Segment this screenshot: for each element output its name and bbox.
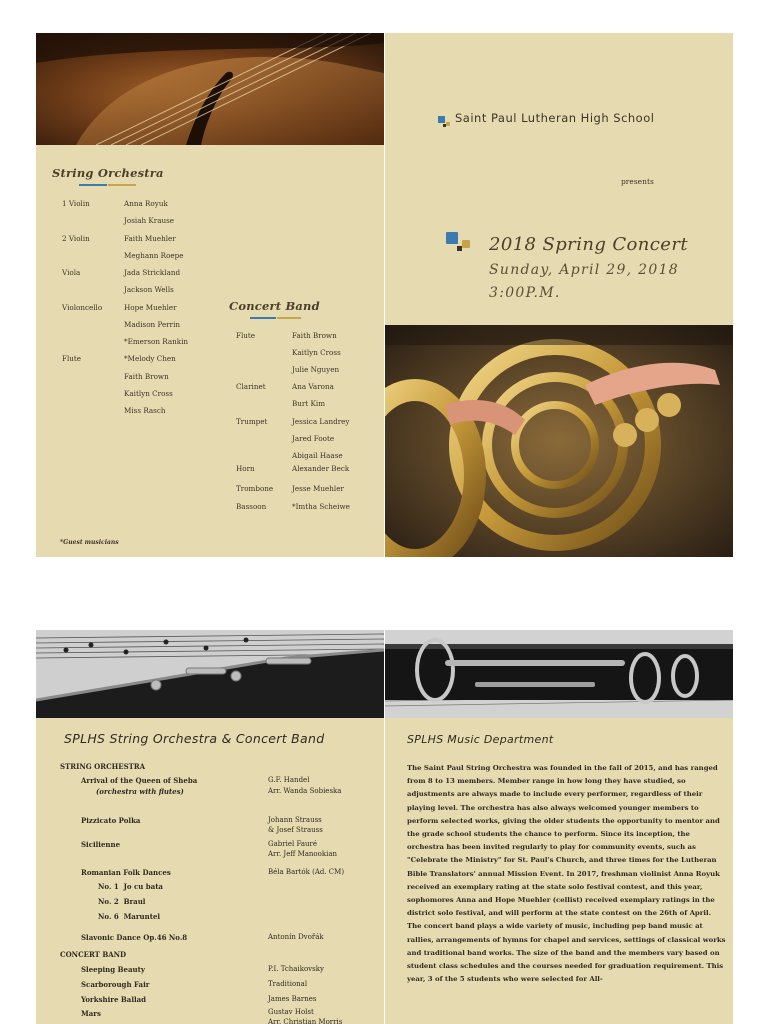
logo-icon [446,232,474,258]
piece-title: Pizzicato Polka [81,816,141,825]
piece-title: Yorkshire Ballad [81,995,147,1004]
member-name: Hope Muehler [124,303,177,312]
clarinet-keys-photo [385,630,733,718]
section-label: Violoncello [62,303,103,312]
department-title: SPLHS Music Department [407,733,554,746]
movement: No. 1 Jo cu bata [98,882,163,891]
piece-composer: James Barnes [268,995,317,1003]
sheet-music-clarinet-photo [36,630,384,718]
piece-composer: P.I. Tchaikovsky [268,965,324,973]
piece-composer: Johann Strauss [268,816,322,824]
accent-rule [277,317,301,319]
member-name: *Melody Chen [124,354,176,363]
member-name: Jessica Landrey [292,417,350,426]
french-horn-photo [385,325,733,557]
member-name: Jesse Muehler [292,484,344,493]
concert-time: 3:00P.M. [489,285,561,301]
member-name: Kaitlyn Cross [292,348,341,357]
accent-rule [79,184,107,186]
member-name: Josiah Krause [124,216,175,225]
section-label: Clarinet [236,382,266,391]
piece-title: Slavonic Dance Op.46 No.8 [81,933,188,942]
section-label: Flute [62,354,82,363]
member-name: Jada Strickland [124,268,181,277]
section-label: Trumpet [236,417,268,426]
movement: No. 6 Maruntel [98,912,161,921]
school-name: Saint Paul Lutheran High School [455,111,655,125]
piece-title: Scarborough Fair [81,980,150,989]
cover-panel [385,33,733,557]
logo-icon [438,113,452,132]
program-title: SPLHS String Orchestra & Concert Band [64,731,325,746]
violin-photo [36,33,384,145]
concert-date: Sunday, April 29, 2018 [489,262,679,278]
guest-footnote: *Guest musicians [60,539,119,546]
presents-text: presents [621,177,654,186]
concert-title: 2018 Spring Concert [489,234,688,255]
movement: No. 2 Braul [98,897,146,906]
piece-composer: Gustav Holst [268,1008,314,1016]
member-name: Kaitlyn Cross [124,389,173,398]
accent-rule [250,317,276,319]
program-section-heading: STRING ORCHESTRA [60,762,146,771]
member-name: Jared Foote [292,434,335,443]
piece-arranger: Arr. Wanda Sobieska [268,787,342,795]
member-name: Julie Nguyen [292,365,340,374]
piece-arranger: Arr. Jeff Manookian [268,850,338,858]
piece-note: (orchestra with flutes) [96,787,184,796]
department-panel [385,630,733,1024]
section-label: Horn [236,464,255,473]
section-label: 2 Violin [62,234,90,243]
member-name: Abigail Haase [292,451,343,460]
member-name: Alexander Beck [292,464,350,473]
piece-title: Romanian Folk Dances [81,868,171,877]
member-name: Jackson Wells [124,285,174,294]
program-section-heading: CONCERT BAND [60,950,127,959]
member-name: *Imtha Scheiwe [292,502,350,511]
piece-composer: G.F. Handel [268,776,310,784]
piece-title: Sicilienne [81,840,121,849]
piece-title: Arrival of the Queen of Sheba [81,776,198,785]
piece-composer: Béla Bartók (Ad. CM) [268,868,345,876]
piece-composer: Antonín Dvořák [268,933,324,941]
piece-composer: Gabriel Fauré [268,840,317,848]
section-label: Flute [236,331,256,340]
string-orchestra-title: String Orchestra [52,166,164,180]
section-label: 1 Violin [62,199,90,208]
roster-panel [36,33,384,557]
piece-title: Mars [81,1009,101,1018]
member-name: Faith Brown [292,331,337,340]
piece-composer: Traditional [268,980,308,988]
member-name: Faith Brown [124,372,169,381]
concert-band-title: Concert Band [229,299,320,313]
member-name: Faith Muehler [124,234,176,243]
member-name: Anna Royuk [124,199,168,208]
section-label: Trombone [236,484,274,493]
department-paragraph: The Saint Paul String Orchestra was founded in the fall of 2015, and has ranged from 8 to 13 members. Member range in how long they have studied, so adjustments are always made to include every performer, regardless of their playing level. The orchestra has also always welcomed younger members to perform selected works, giving the older students the opportunity to mentor and the grade school students the chance to perform. Since its inception, the orchestra has been invited regularly to play for community events, such as "Celebrate the Ministry" for St. Paul's Church, and three times for the Lutheran Bible Translators' annual Mission Event. In 2017, freshman violinist Anna Royuk received an exemplary rating at the state solo festival contest, and this year, sophomores Anna and Hope Muehler (cellist) received exemplary ratings in the district solo festival, and will perform at the state contest on the 26th of April. The concert band plays a wide variety of music, including pep band music at rallies, arrangements of hymns for chapel and services, settings of classical works and traditional band works. The size of the band and the members vary based on student class schedules and the courses needed for graduation requirement. This year, 3 of the 5 students who were selected for All- [407,764,726,984]
member-name: Burt Kim [292,399,326,408]
piece-title: Sleeping Beauty [81,965,145,974]
program-panel [36,630,384,1024]
section-label: Bassoon [236,502,267,511]
accent-rule [108,184,136,186]
piece-arranger: & Josef Strauss [268,826,323,834]
member-name: Madison Perrin [124,320,181,329]
member-name: Meghann Roepe [124,251,184,260]
member-name: *Emerson Rankin [124,337,189,346]
member-name: Miss Rasch [124,406,166,415]
piece-arranger: Arr. Christian Morris [268,1018,343,1024]
member-name: Ana Varona [292,382,334,391]
section-label: Viola [62,268,81,277]
